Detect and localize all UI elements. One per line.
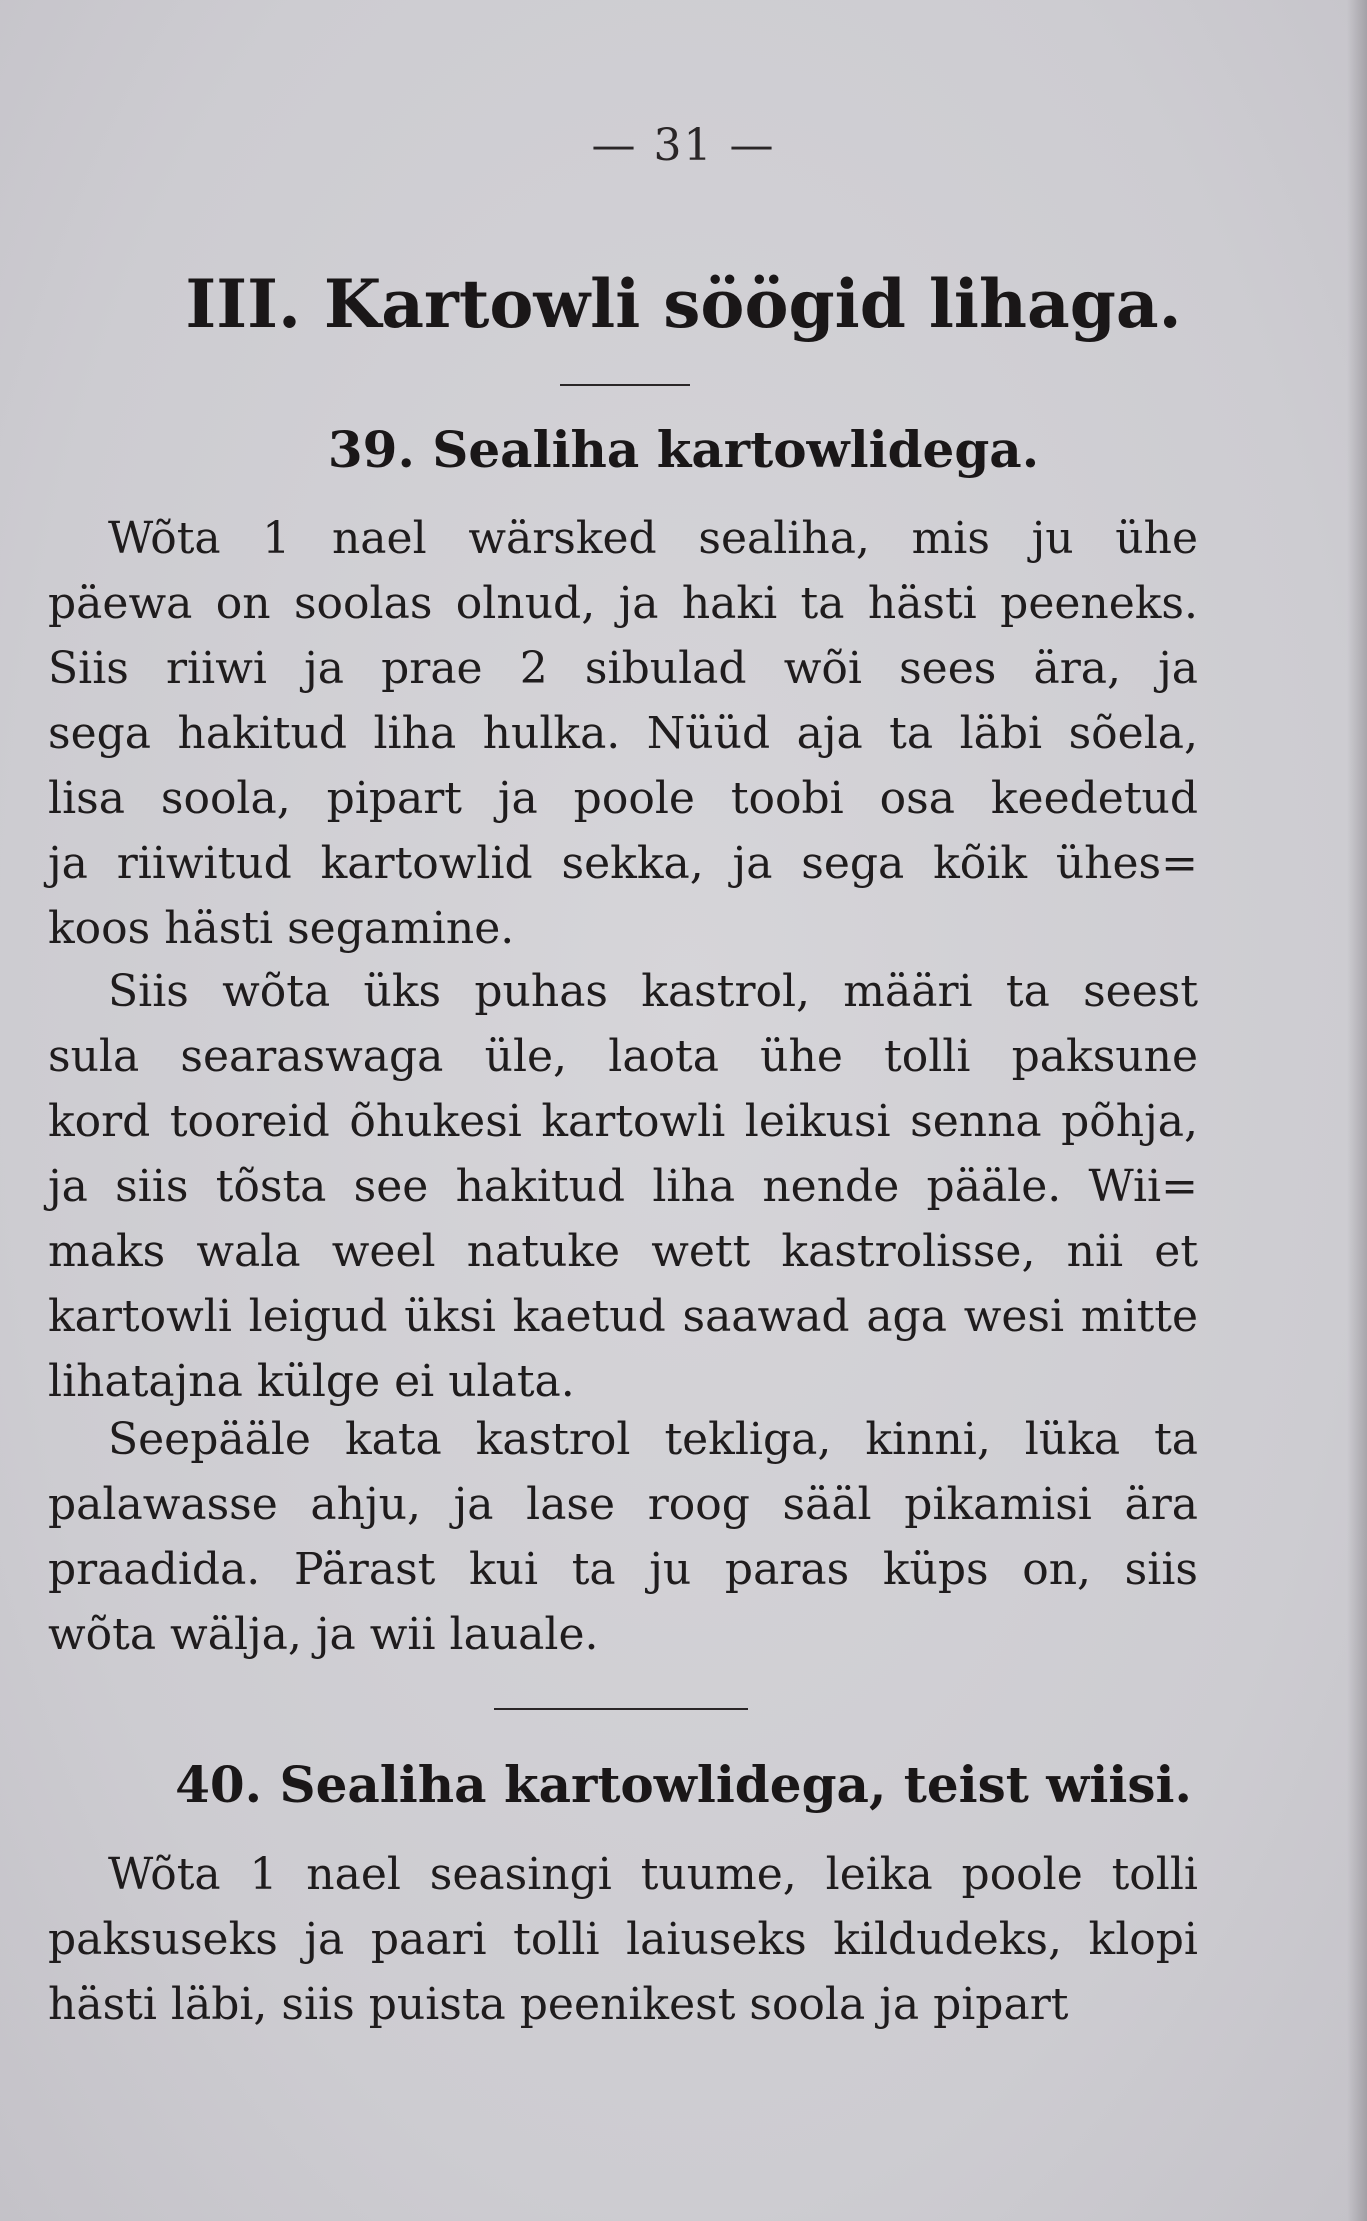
- text-line: kartowli leigud üksi kaetud saawad aga wesi mitte: [48, 1291, 1198, 1342]
- text-line: Siis riiwi ja prae 2 sibulad wõi sees ära, ja: [48, 643, 1198, 694]
- recipe-39-heading: 39. Sealiha kartowlidega.: [327, 420, 1040, 479]
- page-number: — 31 —: [591, 120, 776, 171]
- text-line: lisa soola, pipart ja poole toobi osa keedetud: [48, 773, 1198, 824]
- text-line: Siis wõta üks puhas kastrol, määri ta seest: [108, 966, 1198, 1017]
- title-divider: [560, 384, 690, 386]
- text-line: sula searaswaga üle, laota ühe tolli paksune: [48, 1031, 1198, 1082]
- recipe-39-paragraph-3: [48, 1407, 1198, 1667]
- text-line: lihatajna külge ei ulata.: [48, 1356, 575, 1407]
- text-line: wõta wälja, ja wii lauale.: [48, 1609, 599, 1660]
- text-line: palawasse ahju, ja lase roog sääl pikamisi ära: [48, 1479, 1198, 1530]
- recipe-39-paragraph-1: [48, 506, 1198, 961]
- text-line: koos hästi segamine.: [48, 903, 515, 954]
- recipe-40-paragraph-1: [48, 1842, 1198, 2037]
- recipe-39-paragraph-2: [48, 959, 1198, 1414]
- text-line: hästi läbi, siis puista peenikest soola ja pipart: [48, 1979, 1069, 2030]
- text-line: paksuseks ja paari tolli laiuseks kildudeks, klopi: [48, 1914, 1198, 1965]
- text-line: maks wala weel natuke wett kastrolisse, nii et: [48, 1226, 1198, 1277]
- text-line: ja riiwitud kartowlid sekka, ja sega kõik ühes=: [48, 838, 1198, 889]
- text-line: Wõta 1 nael seasingi tuume, leika poole tolli: [108, 1849, 1198, 1900]
- chapter-title: III. Kartowli söögid lihaga.: [185, 265, 1182, 343]
- text-line: kord tooreid õhukesi kartowli leikusi senna põhja,: [48, 1096, 1198, 1147]
- text-line: sega hakitud liha hulka. Nüüd aja ta läbi sõela,: [48, 708, 1198, 759]
- section-divider: [494, 1708, 748, 1710]
- text-line: ja siis tõsta see hakitud liha nende pääle. Wii=: [48, 1161, 1198, 1212]
- text-line: Wõta 1 nael wärsked sealiha, mis ju ühe: [108, 513, 1198, 564]
- text-line: Seepääle kata kastrol tekliga, kinni, lüka ta: [108, 1414, 1198, 1465]
- recipe-40-heading: 40. Sealiha kartowlidega, teist wiisi.: [175, 1755, 1192, 1814]
- text-line: päewa on soolas olnud, ja haki ta hästi peeneks.: [48, 578, 1198, 629]
- text-line: praadida. Pärast kui ta ju paras küps on, siis: [48, 1544, 1198, 1595]
